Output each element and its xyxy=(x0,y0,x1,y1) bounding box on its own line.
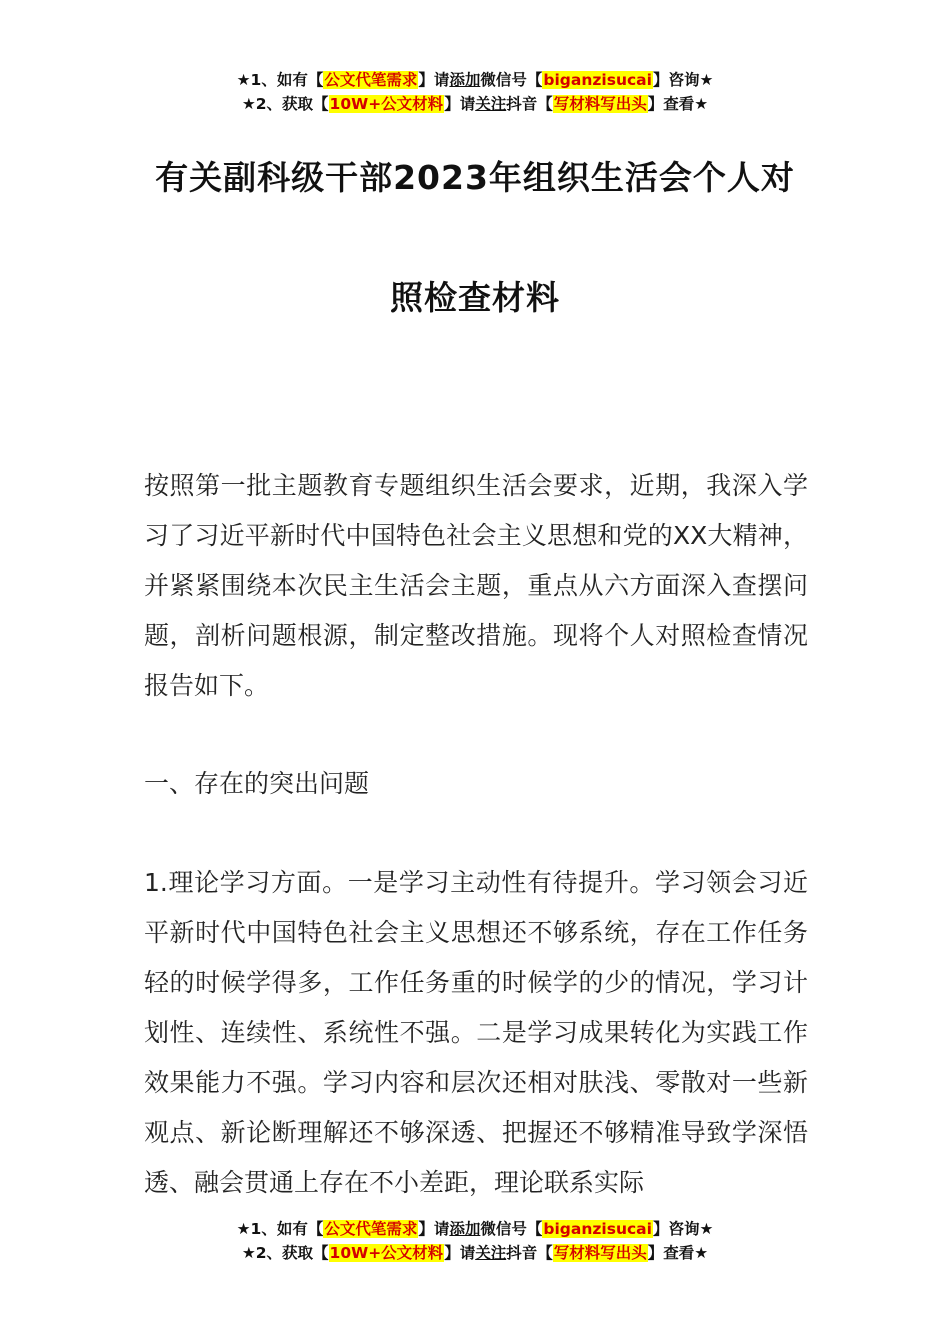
banner-line-1: ★1、如有【公文代笔需求】请添加微信号【biganzisucai】咨询★ xyxy=(236,71,714,89)
document-title-line-2: 照检查材料 xyxy=(390,278,560,317)
intro-paragraph: 按照第一批主题教育专题组织生活会要求，近期，我深入学习了习近平新时代中国特色社会主义思想和党的XX大精神，并紧紧围绕本次民主生活会主题，重点从六方面深入查摆问题，剖析问题根源，制定整改措施。现将个人对照检查情况报告如下。 xyxy=(144,471,808,700)
banner-line-2: ★2、获取【10W+公文材料】请关注抖音【写材料写出头】查看★ xyxy=(241,1244,709,1262)
bottom-banner xyxy=(0,1217,950,1265)
banner-highlight-wechat: biganzisucai xyxy=(543,71,652,89)
banner-highlight-materials: 10W+公文材料 xyxy=(329,95,444,113)
document-title-line-1: 有关副科级干部2023年组织生活会个人对 xyxy=(155,158,795,197)
banner-highlight-wechat: biganzisucai xyxy=(543,1220,652,1238)
banner-highlight-douyin: 写材料写出头 xyxy=(553,95,647,113)
section-heading: 一、存在的突出问题 xyxy=(144,769,370,798)
banner-highlight-service: 公文代笔需求 xyxy=(324,1220,418,1238)
section-paragraph: 1.理论学习方面。一是学习主动性有待提升。学习领会习近平新时代中国特色社会主义思想还不够系统，存在工作任务轻的时候学得多，工作任务重的时候学的少的情况，学习计划性、连续性、系统性不强。二是学习成果转化为实践工作效果能力不强。学习内容和层次还相对肤浅、零散对一些新观点、新论断理解还不够深透、把握还不够精准导致学深悟透、融会贯通上存在不小差距，理论联系实际 xyxy=(144,868,808,1197)
top-banner xyxy=(0,68,950,116)
banner-highlight-materials: 10W+公文材料 xyxy=(329,1244,444,1262)
banner-line-1: ★1、如有【公文代笔需求】请添加微信号【biganzisucai】咨询★ xyxy=(236,1220,714,1238)
banner-line-2: ★2、获取【10W+公文材料】请关注抖音【写材料写出头】查看★ xyxy=(241,95,709,113)
banner-highlight-service: 公文代笔需求 xyxy=(324,71,418,89)
banner-highlight-douyin: 写材料写出头 xyxy=(553,1244,647,1262)
